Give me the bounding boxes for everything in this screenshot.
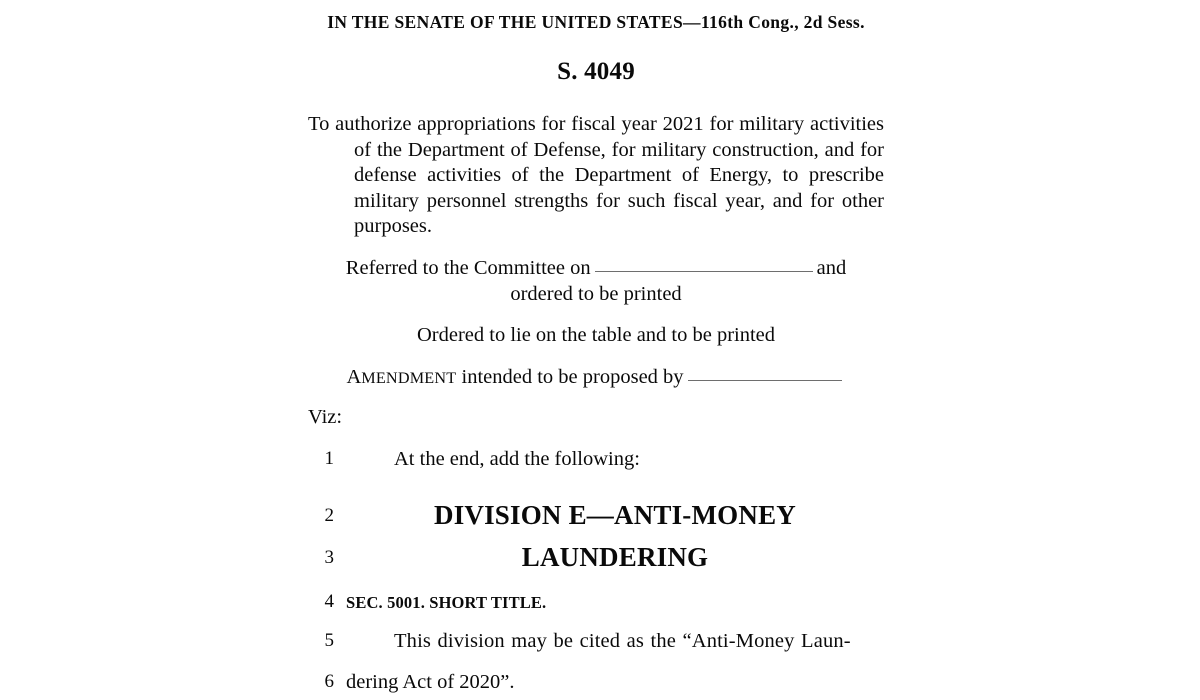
division-heading-line-2: LAUNDERING: [521, 542, 709, 572]
numbered-line: [308, 448, 884, 476]
line-number: 5: [324, 630, 334, 651]
division-heading-line-1: DIVISION E—ANTI-MONEY: [434, 500, 796, 530]
referral-block: [308, 256, 884, 307]
numbered-line: [308, 542, 884, 586]
section-heading: SEC. 5001. SHORT TITLE.: [346, 593, 547, 612]
line-number: 1: [324, 448, 334, 469]
numbered-line: [308, 630, 884, 658]
numbered-line: [308, 590, 884, 618]
line-number: 4: [324, 591, 334, 612]
line-content: This division may be cited as the “Anti-Money Laun-: [394, 630, 851, 652]
line-number: 2: [324, 505, 334, 526]
line-content: At the end, add the following:: [394, 448, 640, 470]
amendment-label-initial: A: [346, 366, 362, 388]
line-number: 6: [324, 671, 334, 692]
viz-label: Viz:: [308, 406, 343, 428]
ordered-line: Ordered to lie on the table and to be printed: [416, 324, 776, 346]
bill-number: S. 4049: [557, 58, 635, 85]
amendment-blank-rule[interactable]: [688, 367, 842, 381]
purpose-paragraph: To authorize appropriations for fiscal year 2021 for military activities of the Department of Defense, for military construction, and for defense activities of the Department of Energy, to prescribe military personnel strengths for such fiscal year, and for other purposes.: [308, 113, 884, 238]
amendment-text: intended to be proposed by: [461, 366, 684, 388]
amendment-line: [308, 366, 884, 389]
referral-suffix: and: [816, 257, 847, 279]
referral-blank-rule[interactable]: [595, 258, 813, 272]
referral-second-line: ordered to be printed: [510, 282, 682, 305]
line-content: dering Act of 2020”.: [346, 671, 515, 693]
amendment-label-rest: MENDMENT: [361, 369, 457, 387]
referral-prefix: Referred to the Committee on: [345, 257, 591, 279]
numbered-line: [308, 671, 884, 699]
line-number: 3: [324, 547, 334, 568]
chamber-header: IN THE SENATE OF THE UNITED STATES—116th Cong., 2d Sess.: [327, 12, 865, 32]
numbered-line: [308, 500, 884, 544]
